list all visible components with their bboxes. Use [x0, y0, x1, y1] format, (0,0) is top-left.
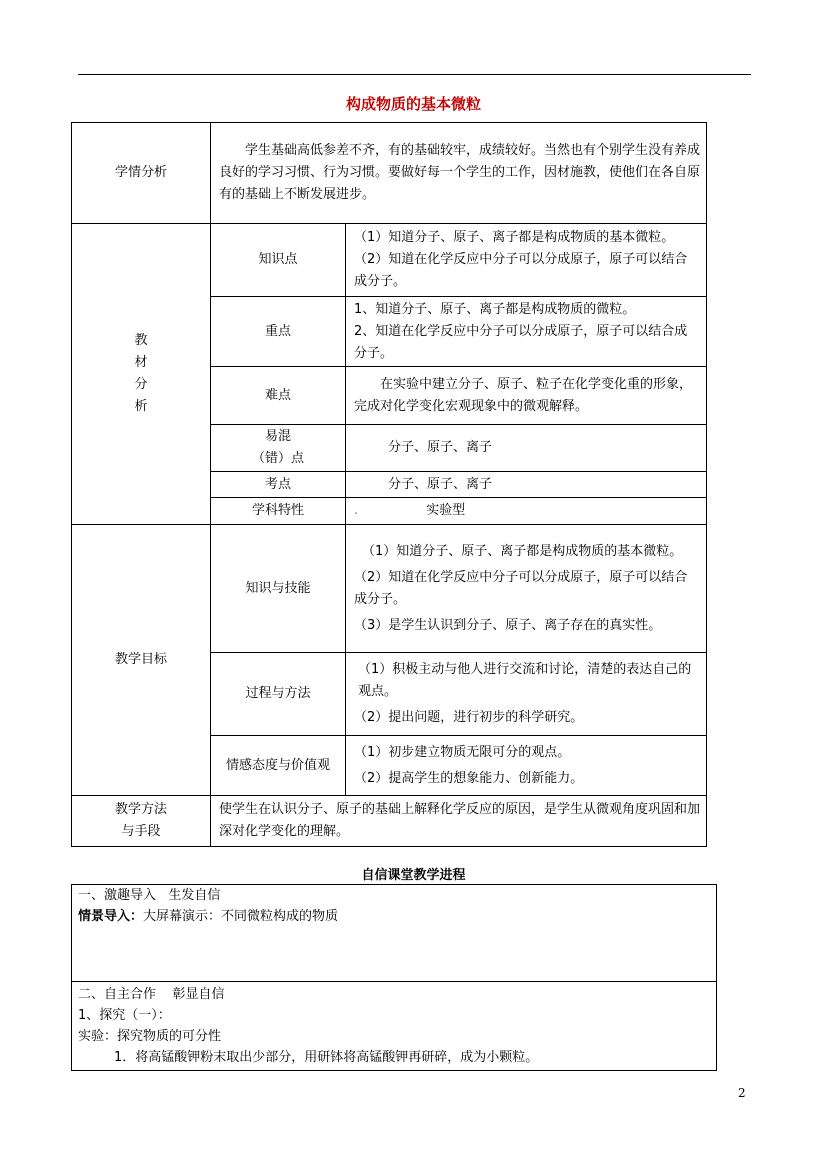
page-title: 构成物质的基本微粒 [345, 95, 481, 113]
subject-feature-content: . 实验型 [346, 498, 707, 525]
knowledge-point-content: （1）知道分子、原子、离子都是构成物质的基本微粒。 （2）知道在化学反应中分子可以分成原子，原子可以结合成分子。 [346, 224, 707, 297]
table-row [72, 224, 707, 297]
header-rule [78, 74, 751, 75]
lesson-plan-table [71, 122, 707, 847]
explore-line: 1、探究（一）： [78, 1008, 171, 1023]
teaching-process-table [71, 884, 717, 1071]
confusing-point-label: 易混 （错）点 [211, 425, 346, 472]
experiment-step-1: 1．将高锰酸钾粉末取出少部分，用研钵将高锰酸钾再研碎，成为小颗粒。 [114, 1050, 539, 1065]
teaching-methods-content: 使学生在认识分子、原子的基础上解释化学反应的原因，是学生从微观角度巩固和加深对化学变化的理解。 [219, 802, 701, 839]
stray-dot: . [354, 503, 359, 518]
section-intro [72, 885, 717, 982]
learning-analysis-text: 学生基础高低参差不齐，有的基础较牢，成绩较好。当然也有个别学生没有养成良好的学习习惯、行为习惯。要做好每一个学生的工作，因材施教，使他们在各自原有的基础上不断发展进步。 [219, 143, 701, 202]
key-point-label: 重点 [211, 297, 346, 367]
difficulty-content: 在实验中建立分子、原子、粒子在化学变化重的形象，完成对化学变化宏观现象中的微观解释。 [354, 376, 693, 414]
scene-intro-text: 大屏幕演示：不同微粒构成的物质 [143, 909, 339, 924]
section-cooperation-heading: 二、自主合作 彰显自信 [78, 987, 225, 1002]
table-row [72, 885, 717, 982]
table-row [72, 123, 707, 224]
knowledge-skills-label: 知识与技能 [211, 525, 346, 653]
exam-point-label: 考点 [211, 472, 346, 498]
process-methods-label: 过程与方法 [211, 653, 346, 736]
experiment-line: 实验：探究物质的可分性 [78, 1029, 222, 1044]
emotion-values-content: （1）初步建立物质无限可分的观点。 （2）提高学生的想象能力、创新能力。 [346, 736, 707, 796]
exam-point-content: 分子、原子、离子 [346, 472, 707, 498]
knowledge-skills-content: （1）知道分子、原子、离子都是构成物质的基本微粒。 （2）知道在化学反应中分子可以分成原子，原子可以结合成分子。 （3）是学生认识到分子、原子、离子存在的真实性。 [346, 525, 707, 653]
learning-analysis-label: 学情分析 [72, 123, 211, 224]
scene-intro [78, 906, 710, 927]
difficulty-label: 难点 [211, 367, 346, 425]
teaching-goals-label: 教学目标 [72, 525, 211, 796]
process-methods-content: （1）积极主动与他人进行交流和讨论，清楚的表达自己的观点。 （2）提出问题，进行初步的科学研究。 [346, 653, 707, 736]
knowledge-point-label: 知识点 [211, 224, 346, 297]
section-intro-heading: 一、激趣导入 生发自信 [78, 888, 221, 903]
table-row [72, 525, 707, 653]
table-row [72, 796, 707, 847]
teaching-methods-label: 教学方法 与手段 [72, 796, 211, 847]
process-title: 自信课堂教学进程 [361, 868, 466, 883]
page-number: 2 [738, 1086, 746, 1100]
section-cooperation [72, 982, 717, 1071]
confusing-point-content: 分子、原子、离子 [346, 425, 707, 472]
subject-feature-label: 学科特性 [211, 498, 346, 525]
emotion-values-label: 情感态度与价值观 [211, 736, 346, 796]
material-analysis-label: 教 材 分 析 [72, 224, 211, 525]
key-point-content: 1、知道分子、原子、离子都是构成物质的微粒。 2、知道在化学反应中分子可以分成原子，原子可以结合成分子。 [346, 297, 707, 367]
table-row [72, 982, 717, 1071]
scene-intro-label: 情景导入： [78, 909, 144, 924]
